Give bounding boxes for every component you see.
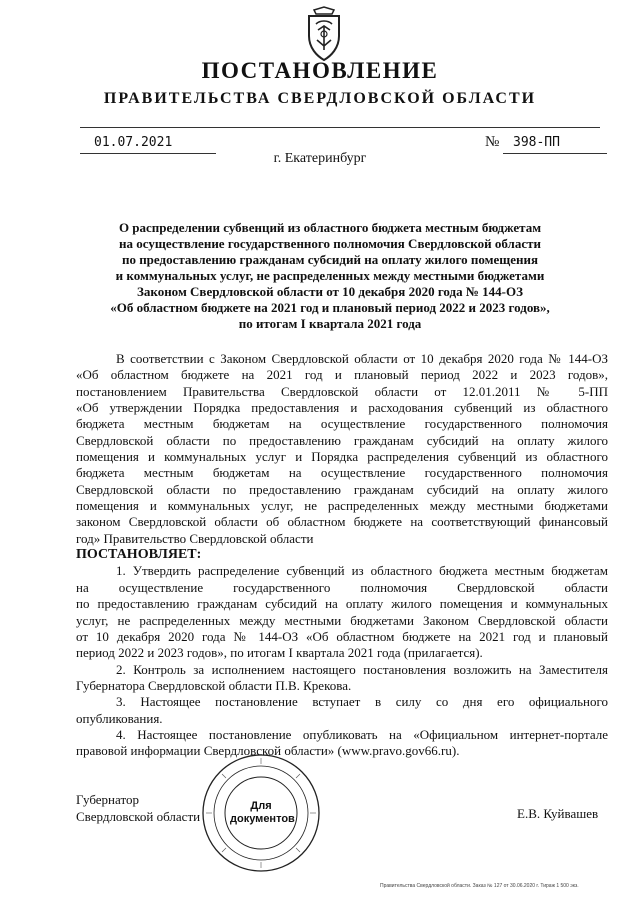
item-1-line: от 10 декабря 2020 года № 144-ОЗ «Об областном бюджете на 2021 год и плановый: [76, 628, 608, 644]
city: г. Екатеринбург: [273, 151, 367, 166]
heading-line: О распределении субвенций из областного бюджета местным бюджетам: [118, 220, 542, 235]
item-1-line: по предоставлению гражданам субсидий на оплату жилого помещения и коммунальных: [76, 596, 608, 612]
preamble-line: помещения и коммунальных услуг, не распределенных между местными бюджетами: [76, 498, 608, 514]
item-4-line: правовой информации Свердловской области» (www.pravo.gov66.ru).: [76, 743, 460, 759]
seal-label: [230, 800, 295, 826]
item-1-line: период 2022 и 2023 годов», по итогам I квартала 2021 года (прилагается).: [76, 645, 483, 661]
preamble-line: бюджета местным бюджетам на осуществление государственного полномочия: [76, 416, 608, 432]
document-type-title: ПОСТАНОВЛЕНИЕ: [201, 58, 439, 83]
document-date: 01.07.2021: [80, 135, 216, 154]
signatory-position: [76, 791, 200, 825]
document-number: 398-ПП: [503, 135, 607, 154]
heading-line: Законом Свердловской области от 10 декабря 2020 года № 144-ОЗ: [137, 284, 523, 299]
resolve-heading: ПОСТАНОВЛЯЕТ:: [76, 547, 202, 563]
number-label: №: [485, 134, 500, 150]
heading-line: по предоставлению гражданам субсидий на оплату жилого помещения: [121, 252, 539, 267]
preamble-line: бюджета местным бюджетам на осуществление государственного полномочия: [76, 465, 608, 481]
item-1-line: услуг, не распределенных между местными бюджетами Законом Свердловской области: [76, 612, 608, 628]
heading-line: на осуществление государственного полномочия Свердловской области: [119, 236, 541, 251]
preamble-line: законом Свердловской области об областном бюджете на соответствующий финансовый: [76, 514, 608, 530]
preamble-line: постановлением Правительства Свердловской области от 12.01.2011 № 5-ПП: [76, 383, 608, 399]
coat-of-arms-icon: [300, 6, 348, 62]
item-2-line: Губернатора Свердловской области П.В. Крекова.: [76, 677, 352, 693]
issuer-title: ПРАВИТЕЛЬСТВА СВЕРДЛОВСКОЙ ОБЛАСТИ: [103, 90, 537, 107]
signatory-position-line: Свердловской области: [76, 809, 201, 824]
item-4-line: 4. Настоящее постановление опубликовать на «Официальном интернет-портале: [116, 726, 608, 742]
document-body: [76, 351, 608, 760]
seal-label-line: документов: [230, 813, 295, 825]
item-2-line: 2. Контроль за исполнением настоящего постановления возложить на Заместителя: [116, 661, 608, 677]
print-footer: Правительства Свердловской области. Заказ № 127 от 30.06.2020 г. Тираж 1 500 экз.: [380, 883, 579, 889]
signatory-position-line: Губернатор: [76, 792, 139, 807]
signatory-name: Е.В. Куйвашев: [517, 806, 599, 821]
document-heading: [90, 220, 570, 332]
preamble-line: Свердловской области по предоставлению гражданам субсидий на оплату жилого: [76, 432, 608, 448]
preamble-line: «Об областном бюджете на 2021 год и плановый период 2022 и 2023 годов»,: [76, 367, 608, 383]
item-3-line: 3. Настоящее постановление вступает в силу со дня его официального: [116, 694, 608, 710]
preamble-line: В соответствии с Законом Свердловской области от 10 декабря 2020 года № 144-ОЗ: [116, 351, 608, 366]
preamble-line: год» Правительство Свердловской области: [76, 530, 314, 546]
item-3-line: опубликования.: [76, 710, 163, 726]
preamble-line: Свердловской области по предоставлению гражданам субсидий на оплату жилого: [76, 481, 608, 497]
seal-label-line: Для: [250, 800, 272, 812]
item-1-line: 1. Утвердить распределение субвенций из областного бюджета местным бюджетам: [116, 563, 608, 579]
preamble-line: «Об утверждении Порядка предоставления и расходования субвенций из областного: [76, 400, 608, 416]
heading-line: и коммунальных услуг, не распределенных между местными бюджетами: [115, 268, 545, 283]
heading-line: по итогам I квартала 2021 года: [238, 316, 422, 331]
header-divider: [80, 127, 600, 128]
preamble-line: помещения и коммунальных услуг и Порядка распределения субвенций из областного: [76, 449, 608, 465]
item-1-line: на осуществление государственного полномочия Свердловской области: [76, 579, 608, 595]
heading-line: «Об областном бюджете на 2021 год и плановый период 2022 и 2023 годов»,: [110, 300, 550, 315]
